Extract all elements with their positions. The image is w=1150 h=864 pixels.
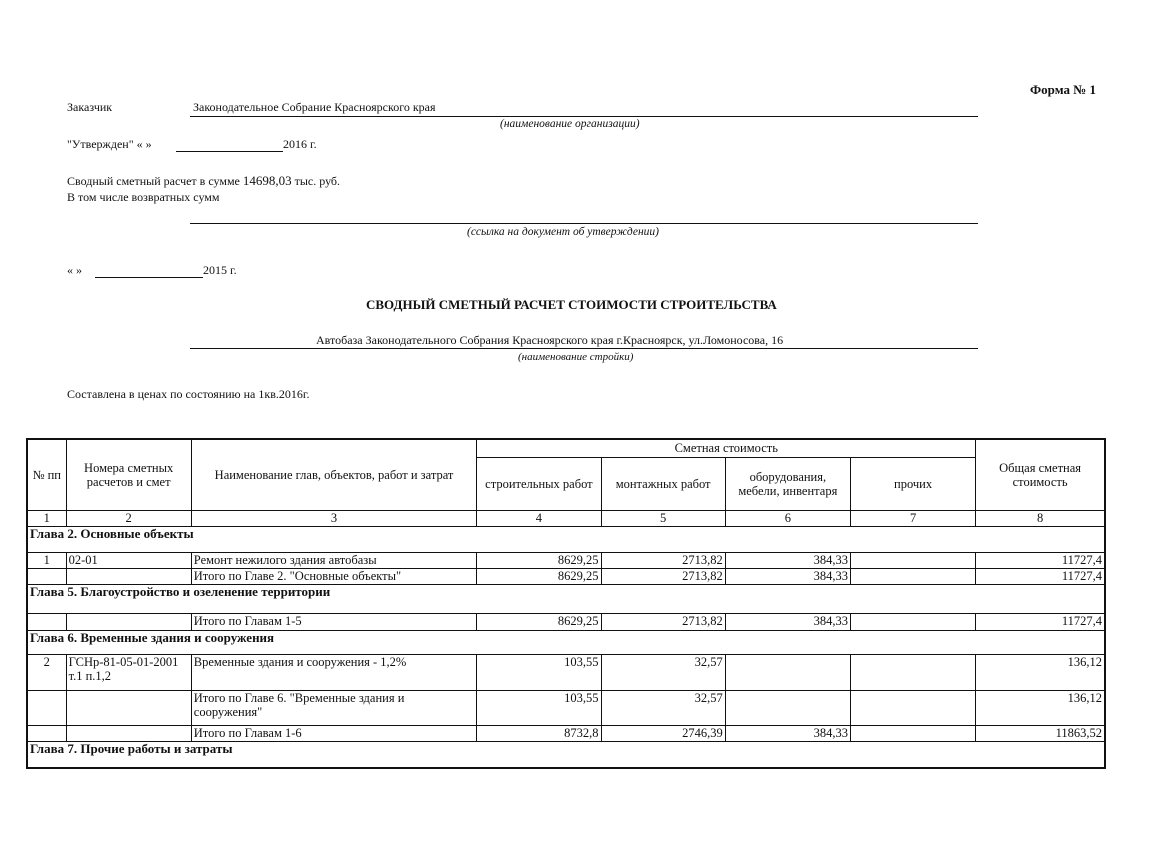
cell-equipment bbox=[725, 690, 850, 725]
cell-name: Итого по Главе 6. "Временные здания и сооружения" bbox=[191, 690, 477, 725]
column-numbers-row bbox=[27, 510, 1105, 526]
customer-underline bbox=[190, 116, 978, 117]
sum-line bbox=[67, 173, 340, 189]
cell-total: 136,12 bbox=[976, 654, 1105, 690]
cell-total: 11727,4 bbox=[976, 568, 1105, 584]
reference-caption: (ссылка на документ об утверждении) bbox=[467, 226, 660, 238]
cell-num: 1 bbox=[27, 552, 66, 568]
col-number: 2 bbox=[66, 510, 191, 526]
col-number: 3 bbox=[191, 510, 477, 526]
table-row bbox=[27, 725, 1105, 741]
form-number: Форма № 1 bbox=[1030, 82, 1097, 97]
customer-label: Заказчик bbox=[67, 100, 113, 114]
header-total: Общая сметная стоимость bbox=[976, 439, 1105, 510]
cell-total: 11863,52 bbox=[976, 725, 1105, 741]
header-equipment: оборудования, мебели, инвентаря bbox=[725, 457, 850, 510]
col-number: 5 bbox=[601, 510, 725, 526]
date-underline bbox=[95, 277, 203, 278]
cell-name: Временные здания и сооружения - 1,2% bbox=[191, 654, 477, 690]
col-number: 6 bbox=[725, 510, 850, 526]
cell-other bbox=[850, 613, 975, 630]
cell-construction: 103,55 bbox=[477, 690, 601, 725]
estimate-table bbox=[26, 438, 1106, 769]
object-value: Автобаза Законодательного Собрания Красноярского края г.Красноярск, ул.Ломоносова, 16 bbox=[316, 333, 784, 347]
header-name: Наименование глав, объектов, работ и затрат bbox=[191, 439, 477, 510]
approved-year: 2016 г. bbox=[283, 137, 317, 151]
cell-construction: 8629,25 bbox=[477, 568, 601, 584]
table-row bbox=[27, 654, 1105, 690]
sum-value: 14698,03 bbox=[242, 173, 292, 188]
cell-installation: 32,57 bbox=[601, 654, 725, 690]
cell-equipment: 384,33 bbox=[725, 725, 850, 741]
object-underline bbox=[190, 348, 978, 349]
col-number: 1 bbox=[27, 510, 66, 526]
cell-code: 02-01 bbox=[66, 552, 191, 568]
date-prefix: « » bbox=[67, 263, 82, 277]
cell-installation: 2713,82 bbox=[601, 552, 725, 568]
sum-unit: тыс. руб. bbox=[294, 174, 341, 188]
cell-installation: 32,57 bbox=[601, 690, 725, 725]
prices-line: Составлена в ценах по состоянию на 1кв.2016г. bbox=[67, 387, 310, 401]
cell-construction: 8629,25 bbox=[477, 613, 601, 630]
object-caption: (наименование стройки) bbox=[518, 351, 634, 363]
customer-value: Законодательное Собрание Красноярского края bbox=[193, 100, 436, 114]
cell-other bbox=[850, 690, 975, 725]
cell-code: ГСНр-81-05-01-2001 т.1 п.1,2 bbox=[66, 654, 191, 690]
main-title: СВОДНЫЙ СМЕТНЫЙ РАСЧЕТ СТОИМОСТИ СТРОИТЕЛЬСТВА bbox=[366, 297, 777, 312]
col-number: 4 bbox=[477, 510, 601, 526]
header-cost-group: Сметная стоимость bbox=[477, 439, 976, 457]
chapter-7-heading: Глава 7. Прочие работы и затраты bbox=[27, 741, 1105, 768]
cell-installation: 2713,82 bbox=[601, 568, 725, 584]
header-construction: строительных работ bbox=[477, 457, 601, 510]
cell-name: Итого по Главам 1-6 bbox=[191, 725, 477, 741]
cell-total: 136,12 bbox=[976, 690, 1105, 725]
approved-date-underline bbox=[176, 151, 283, 152]
cell-other bbox=[850, 654, 975, 690]
cell-installation: 2746,39 bbox=[601, 725, 725, 741]
cell-construction: 8629,25 bbox=[477, 552, 601, 568]
chapter-6-heading: Глава 6. Временные здания и сооружения bbox=[27, 630, 1105, 654]
chapter-2-heading: Глава 2. Основные объекты bbox=[27, 526, 1105, 552]
cell-equipment: 384,33 bbox=[725, 552, 850, 568]
cell-equipment: 384,33 bbox=[725, 568, 850, 584]
header-estimates: Номера сметных расчетов и смет bbox=[66, 439, 191, 510]
sum-line-text: Сводный сметный расчет в сумме bbox=[67, 174, 240, 188]
cell-other bbox=[850, 725, 975, 741]
col-number: 8 bbox=[976, 510, 1105, 526]
cell-other bbox=[850, 552, 975, 568]
cell-name: Ремонт нежилого здания автобазы bbox=[191, 552, 477, 568]
cell-construction: 103,55 bbox=[477, 654, 601, 690]
cell-num: 2 bbox=[27, 654, 66, 690]
table-row bbox=[27, 613, 1105, 630]
chapter-5-heading: Глава 5. Благоустройство и озеленение территории bbox=[27, 584, 1105, 613]
header-installation: монтажных работ bbox=[601, 457, 725, 510]
date-year: 2015 г. bbox=[203, 263, 237, 277]
table-row bbox=[27, 552, 1105, 568]
col-number: 7 bbox=[850, 510, 975, 526]
approved-prefix: "Утвержден" « » bbox=[67, 137, 152, 151]
cell-installation: 2713,82 bbox=[601, 613, 725, 630]
cell-name: Итого по Главам 1-5 bbox=[191, 613, 477, 630]
header-num: № пп bbox=[27, 439, 66, 510]
customer-caption: (наименование организации) bbox=[500, 118, 640, 130]
cell-equipment: 384,33 bbox=[725, 613, 850, 630]
header-other: прочих bbox=[850, 457, 975, 510]
cell-construction: 8732,8 bbox=[477, 725, 601, 741]
cell-equipment bbox=[725, 654, 850, 690]
cell-other bbox=[850, 568, 975, 584]
reference-underline bbox=[190, 223, 978, 224]
cell-total: 11727,4 bbox=[976, 552, 1105, 568]
table-row bbox=[27, 568, 1105, 584]
cell-total: 11727,4 bbox=[976, 613, 1105, 630]
returnable-label: В том числе возвратных сумм bbox=[67, 190, 220, 204]
cell-name: Итого по Главе 2. "Основные объекты" bbox=[191, 568, 477, 584]
table-row bbox=[27, 690, 1105, 725]
